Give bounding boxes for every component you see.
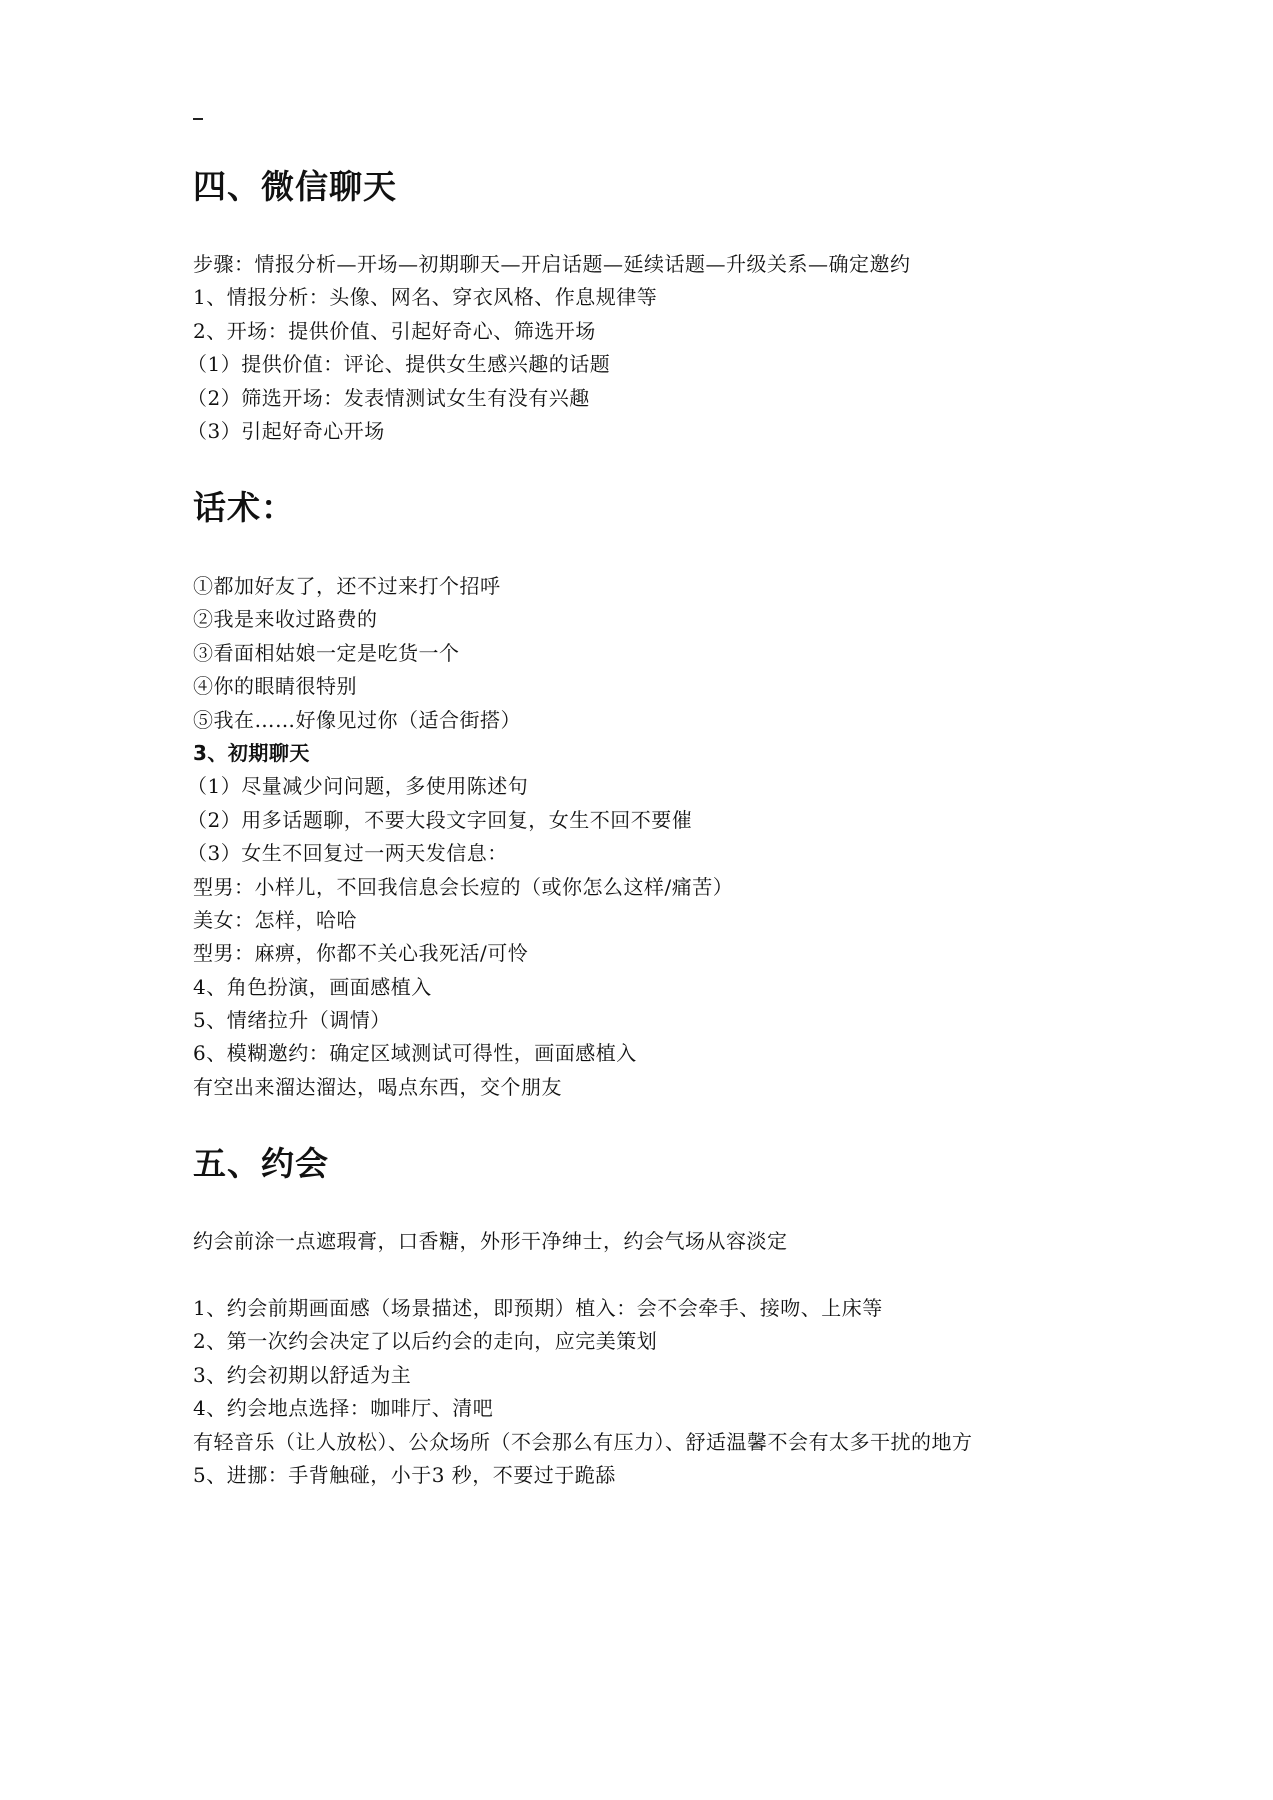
list-item: 有轻音乐（让人放松）、公众场所（不会那么有压力）、舒适温馨不会有太多干扰的地方	[193, 1429, 973, 1454]
huashu-body	[187, 570, 1193, 1104]
list-item: 4、约会地点选择：咖啡厅、清吧	[193, 1396, 494, 1421]
list-item: 1、约会前期画面感（场景描述，即预期）植入：会不会牵手、接吻、上床等	[193, 1296, 883, 1320]
section-4-body	[187, 248, 1193, 448]
list-item: （1）提供价值：评论、提供女生感兴趣的话题	[187, 352, 611, 377]
subheading-initial-chat: 3、初期聊天	[193, 740, 310, 765]
list-item: ①都加好友了，还不过来打个招呼	[193, 574, 501, 598]
list-item: 4、角色扮演，画面感植入	[193, 974, 432, 999]
dialogue-line: 型男：麻痹，你都不关心我死活/可怜	[193, 941, 529, 966]
list-item: ②我是来收过路费的	[193, 607, 378, 632]
list-item: 3、约会初期以舒适为主	[193, 1362, 412, 1387]
section-5-intro	[193, 1225, 1193, 1258]
list-item: 6、模糊邀约：确定区域测试可得性，画面感植入	[193, 1041, 637, 1066]
dialogue-line: 型男：小样儿，不回我信息会长痘的（或你怎么这样/痛苦）	[193, 874, 734, 899]
steps-line: 步骤：情报分析—开场—初期聊天—开启话题—延续话题—升级关系—确定邀约	[193, 252, 911, 276]
list-item: （1）尽量减少问问题，多使用陈述句	[187, 774, 529, 799]
list-item: （2）筛选开场：发表情测试女生有没有兴趣	[187, 385, 590, 410]
huashu-title: 话术：	[193, 488, 295, 527]
list-item: 2、第一次约会决定了以后约会的走向，应完美策划	[193, 1329, 658, 1354]
list-item: （2）用多话题聊，不要大段文字回复，女生不回不要催	[187, 807, 693, 832]
section-5-title: 五、约会	[193, 1144, 329, 1183]
list-item: 5、进挪：手背触碰，小于3 秒，不要过于跪舔	[193, 1462, 616, 1487]
list-item: 有空出来溜达溜达，喝点东西，交个朋友	[193, 1074, 562, 1099]
list-item: ⑤我在……好像见过你（适合街搭）	[193, 707, 521, 732]
list-item: 1、情报分析：头像、网名、穿衣风格、作息规律等	[193, 285, 658, 310]
dialogue-line: 美女：怎样，哈哈	[193, 907, 357, 932]
header-dash	[193, 118, 203, 120]
list-item: ③看面相姑娘一定是吃货一个	[193, 640, 460, 665]
intro-line: 约会前涂一点遮瑕膏，口香糖，外形干净绅士，约会气场从容淡定	[193, 1229, 788, 1253]
list-item: （3）引起好奇心开场	[187, 418, 385, 443]
list-item: 5、情绪拉升（调情）	[193, 1008, 391, 1033]
list-item: 2、开场：提供价值、引起好奇心、筛选开场	[193, 318, 596, 343]
list-item: ④你的眼睛很特别	[193, 674, 357, 699]
list-item: （3）女生不回复过一两天发信息：	[187, 841, 508, 866]
section-5-body	[193, 1292, 1193, 1492]
section-4-title: 四、微信聊天	[193, 167, 397, 206]
